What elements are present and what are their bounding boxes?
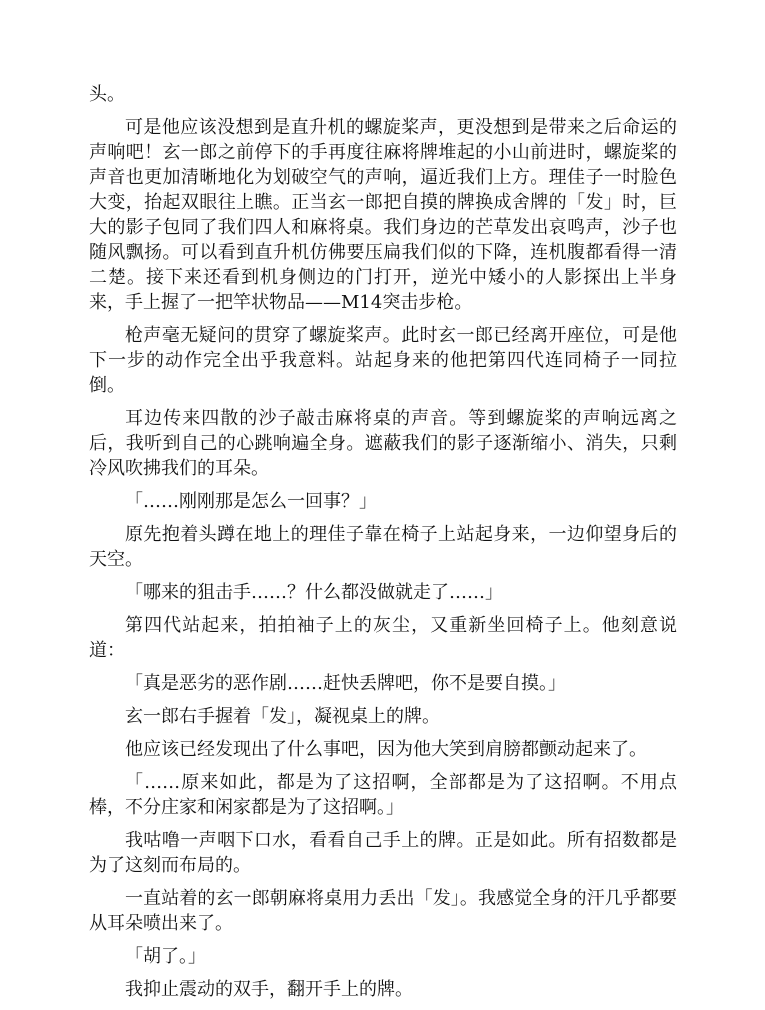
paragraph-reveal-hand: 我抑止震动的双手，翻开手上的牌。 (125, 979, 413, 1000)
dialogue-prank: 「真是恶劣的恶作剧……赶快丢牌吧，你不是要自摸。」 (125, 673, 566, 694)
paragraph-genichiro-holds-tile: 玄一郎右手握着「发」，凝视桌上的牌。 (125, 706, 440, 727)
paragraph-aftermath: 耳边传来四散的沙子敲击麻将桌的声音。等到螺旋桨的声响远离之后，我听到自己的心跳响遍全身。遮蔽我们的影子逐渐缩小、消失，只剩冷风吹拂我们的耳朵。 (89, 408, 677, 479)
dialogue-what-happened: 「……刚刚那是怎么一回事？」 (125, 491, 377, 512)
novel-page-body (89, 82, 677, 1010)
paragraph-gunshot: 枪声毫无疑问的贯穿了螺旋桨声。此时玄一郎已经离开座位，可是他下一步的动作完全出乎我意料。站起身来的他把第四代连同椅子一同拉倒。 (89, 325, 677, 396)
paragraph-continuation: 头。 (89, 84, 125, 105)
paragraph-swallow: 我咕噜一声咽下口水，看看自己手上的牌。正是如此。所有招数都是为了这刻而布局的。 (89, 830, 677, 876)
paragraph-fourth-generation-sits: 第四代站起来，拍拍袖子上的灰尘，又重新坐回椅子上。他刻意说道： (89, 615, 677, 661)
paragraph-rikako-stands: 原先抱着头蹲在地上的理佳子靠在椅子上站起身来，一边仰望身后的天空。 (89, 524, 677, 570)
dialogue-win: 「胡了。」 (125, 946, 206, 967)
paragraph-discard: 一直站着的玄一郎朝麻将桌用力丢出「发」。我感觉全身的汗几乎都要从耳朵喷出来了。 (89, 888, 677, 934)
paragraph-laughter: 他应该已经发现出了什么事吧，因为他大笑到肩膀都颤动起来了。 (125, 739, 647, 760)
paragraph-helicopter-arrival: 可是他应该没想到是直升机的螺旋桨声，更没想到是带来之后命运的声响吧！玄一郎之前停下的手再度往麻将牌堆起的小山前进时，螺旋桨的声音也更加清晰地化为划破空气的声响，逼近我们上方。理佳子一时脸色大变，抬起双眼往上瞧。正当玄一郎把自摸的牌换成舍牌的「发」时，巨大的影子包同了我们四人和麻将桌。我们身边的芒草发出哀鸣声，沙子也随风飘扬。可以看到直升机仿佛要压扁我们似的下降，连机腹都看得一清二楚。接下来还看到机身侧边的门打开，逆光中矮小的人影探出上半身来，手上握了一把竿状物品——M14突击步枪。 (89, 117, 677, 313)
dialogue-realization: 「……原来如此，都是为了这招啊，全部都是为了这招啊。不用点棒，不分庄家和闲家都是为了这招啊。」 (89, 772, 677, 818)
dialogue-sniper: 「哪来的狙击手……？什么都没做就走了……」 (125, 582, 503, 603)
